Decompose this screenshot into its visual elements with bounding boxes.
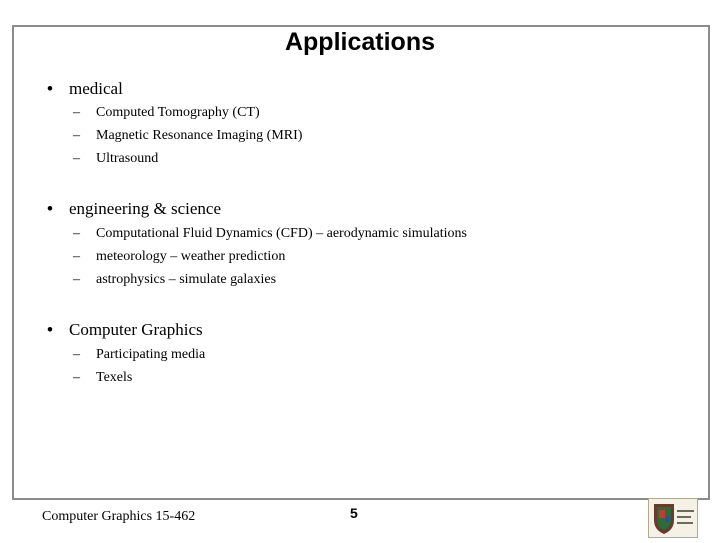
bullet-computer-graphics: [47, 320, 203, 340]
bullet-engineering-science: [47, 199, 221, 219]
dash-marker: –: [73, 347, 80, 362]
list-item-text: meteorology – weather prediction: [96, 249, 286, 264]
list-item-text: Computational Fluid Dynamics (CFD) – aerodynamic simulations: [96, 226, 467, 241]
dash-marker: –: [73, 226, 80, 241]
slide-title: Applications: [284, 28, 435, 56]
list-item: [73, 248, 285, 266]
list-item: [73, 346, 205, 364]
footer-course: Computer Graphics 15-462: [42, 509, 196, 524]
list-item-text: Ultrasound: [96, 151, 159, 166]
list-item: [73, 104, 260, 122]
dash-marker: –: [73, 249, 80, 264]
dash-marker: –: [73, 272, 80, 287]
list-item-text: Participating media: [96, 347, 206, 362]
list-item-text: astrophysics – simulate galaxies: [96, 272, 277, 287]
dash-marker: –: [73, 370, 80, 385]
list-item: [73, 150, 158, 168]
page-number: 5: [350, 505, 358, 521]
list-item-text: Magnetic Resonance Imaging (MRI): [96, 128, 303, 143]
list-item: [73, 127, 302, 145]
section-heading: medical: [69, 79, 123, 98]
dash-marker: –: [73, 128, 80, 143]
list-item-text: Computed Tomography (CT): [96, 105, 260, 120]
bullet-medical: [47, 79, 123, 99]
bullet-dot: •: [47, 199, 53, 218]
dash-marker: –: [73, 105, 80, 120]
list-item: [73, 369, 132, 387]
dash-marker: –: [73, 151, 80, 166]
section-heading: Computer Graphics: [69, 320, 203, 339]
list-item: [73, 225, 467, 243]
list-item: [73, 271, 276, 289]
bullet-dot: •: [47, 320, 53, 339]
section-heading: engineering & science: [69, 199, 221, 218]
university-seal-icon: [648, 498, 698, 538]
bullet-dot: •: [47, 79, 53, 98]
list-item-text: Texels: [96, 370, 133, 385]
